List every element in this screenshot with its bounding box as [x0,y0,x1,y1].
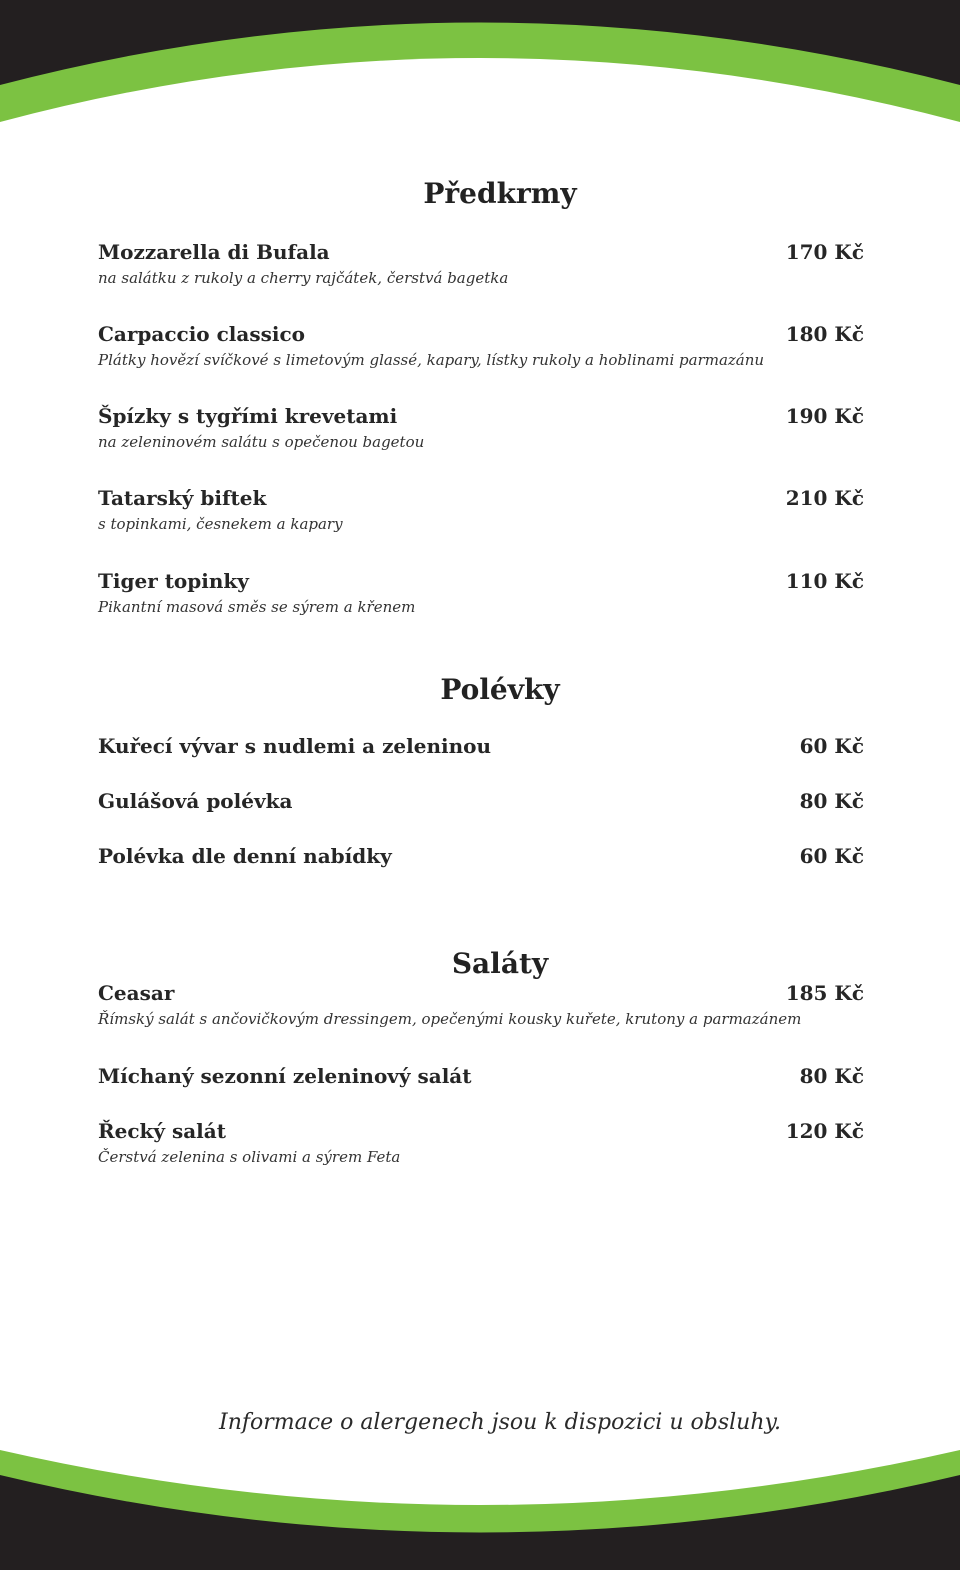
menu-item-price: 80 Kč [799,789,864,813]
menu-item-description: Plátky hovězí svíčkové s limetovým glassé, kapary, lístky rukoly a hoblinami parmazánu [98,351,765,369]
menu-item [98,981,864,1029]
menu-item-row [98,322,864,346]
menu-item-price: 60 Kč [799,844,864,868]
menu-item-price: 80 Kč [799,1064,864,1088]
menu-item-price: 120 Kč [785,1119,864,1143]
menu-item-price: 60 Kč [799,734,864,758]
menu-item-name: Gulášová polévka [98,789,293,813]
menu-item-name: Kuřecí vývar s nudlemi a zeleninou [98,734,492,758]
top-decorative-band [0,0,960,130]
bottom-decorative-band [0,1450,960,1570]
menu-item [98,240,864,288]
menu-item-description: Pikantní masová směs se sýrem a křenem [98,598,416,616]
menu-item-name: Míchaný sezonní zeleninový salát [98,1064,472,1088]
menu-item-description: Římský salát s ančovičkovým dressingem, opečenými kousky kuřete, krutony a parmazánem [98,1010,802,1028]
menu-item-row [98,981,864,1005]
menu-item-name: Polévka dle denní nabídky [98,844,392,868]
menu-item [98,1119,864,1167]
menu-item-name: Ceasar [98,981,175,1005]
menu-item-row [98,404,864,428]
menu-item-row [98,734,864,758]
menu-item-price: 190 Kč [785,404,864,428]
menu-item [98,404,864,452]
menu-item-price: 185 Kč [785,981,864,1005]
menu-item-description: s topinkami, česnekem a kapary [98,515,343,533]
menu-item-row [98,240,864,264]
menu-item-description: Čerstvá zelenina s olivami a sýrem Feta [98,1148,401,1166]
menu-item-row [98,486,864,510]
menu-item-price: 170 Kč [785,240,864,264]
menu-item-name: Tatarský biftek [98,486,267,510]
menu-item-name: Řecký salát [98,1119,226,1143]
menu-item-row [98,789,864,813]
menu-item-name: Carpaccio classico [98,322,305,346]
section-title-salaty: Saláty [451,947,549,980]
allergen-note: Informace o alergenech jsou k dispozici u obsluhy. [219,1410,781,1435]
menu-item [98,1064,864,1088]
menu-item-row [98,1064,864,1088]
menu-item-row [98,569,864,593]
menu-item-description: na salátku z rukoly a cherry rajčátek, čerstvá bagetka [98,269,509,287]
menu-item-name: Mozzarella di Bufala [98,240,330,264]
menu-item [98,789,864,813]
menu-item-price: 110 Kč [785,569,864,593]
menu-item-name: Špízky s tygřími krevetami [98,404,398,428]
menu-item-name: Tiger topinky [98,569,249,593]
menu-item [98,844,864,868]
menu-item-row [98,1119,864,1143]
section-title-predkrmy: Předkrmy [423,177,577,210]
section-title-polevky: Polévky [440,673,560,706]
menu-item-row [98,844,864,868]
menu-item-price: 210 Kč [785,486,864,510]
menu-item-price: 180 Kč [785,322,864,346]
menu-item [98,569,864,617]
menu-item-description: na zeleninovém salátu s opečenou bagetou [98,433,425,451]
menu-item [98,486,864,534]
menu-item [98,322,864,370]
menu-item [98,734,864,758]
